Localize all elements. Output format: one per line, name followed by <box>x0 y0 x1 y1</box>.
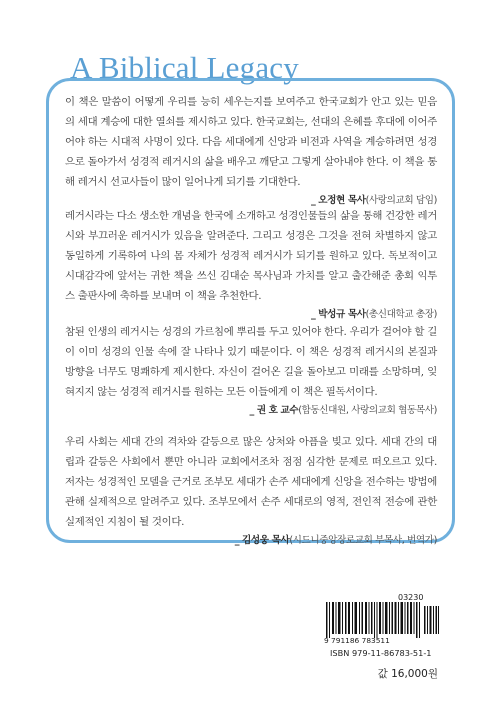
endorsement-text: 이 책은 말씀이 어떻게 우리를 능히 세우는지를 보여주고 한국교회가 안고 있는 믿음의 세대 계승에 대한 열쇠를 제시하고 있다. 한국교회는, 선대의 은혜를 후대에 이어주어야 하는 시대적 사명이 있다. 다음 세대에게 신앙과 비전과 사역을 계승하려면 성경으로 돌아가서 성경적 레거시의 삶을 배우고 깨닫고 그렇게 살아내야 한다. 이 책을 통해 레거시 선교사들이 많이 일어나게 되기를 기대한다. <box>65 96 437 188</box>
endorsement-text: 레거시라는 다소 생소한 개념을 한국에 소개하고 성경인물들의 삶을 통해 건강한 레거시와 부끄러운 레거시가 있음을 알려준다. 그리고 성경은 그것을 전혀 차별하지 않고 동일하게 기록하여 나의 몸 자체가 성경적 레거시가 되기를 원하고 있다. 독보적이고 시대감각에 앞서는 귀한 책을 쓰신 김대순 목사님과 가치를 알고 출간해준 총회 익투스 출판사에 축하를 보내며 이 책을 추천한다. <box>65 210 437 302</box>
endorsement-signature <box>65 401 437 421</box>
endorser-name: _ 권 호 교수 <box>249 405 299 416</box>
endorsement-4 <box>65 432 437 551</box>
endorser-name: _ 박성규 목사 <box>310 309 366 320</box>
endorser-affiliation: (총신대학교 총장) <box>365 309 437 320</box>
endorser-affiliation: (시드니중앙장로교회 부목사, 번역가) <box>289 535 437 546</box>
endorsement-1 <box>65 92 437 211</box>
price: 값 16,000원 <box>377 668 438 680</box>
endorser-affiliation: (합동신대원, 사랑의교회 협동목사) <box>298 405 437 416</box>
endorsement-text: 우리 사회는 세대 간의 격차와 갈등으로 많은 상처와 아픔을 빚고 있다. 세대 간의 대립과 갈등은 사회에서 뿐만 아니라 교회에서조차 점점 심각한 문제로 떠오르고 있다. 저자는 성경적인 모델을 근거로 조부모 세대가 손주 세대에게 신앙을 전수하는 방법에 관해 실제적으로 알려주고 있다. 조부모에서 손주 세대로의 영적, 전인적 전승에 관한 실제적인 지침이 될 것이다. <box>65 436 437 528</box>
endorsement-2 <box>65 206 437 325</box>
endorser-name: _ 오정현 목사 <box>310 195 366 206</box>
isbn: ISBN 979-11-86783-51-1 <box>330 648 432 658</box>
endorsement-text: 참된 인생의 레거시는 성경의 가르침에 뿌리를 두고 있어야 한다. 우리가 걸어야 할 길이 이미 성경의 인물 속에 잘 나타나 있기 때문이다. 이 책은 성경적 레거시의 본질과 방향을 너무도 명쾌하게 제시한다. 자신이 걸어온 길을 돌아보고 미래를 소망하며, 잊혀지지 않는 성경적 레거시를 원하는 모든 이들에게 이 책은 필독서이다. <box>65 326 437 398</box>
barcode-bars-icon <box>324 602 440 638</box>
endorsement-signature <box>65 531 437 551</box>
barcode-addon: 03230 <box>398 593 424 602</box>
endorsement-3 <box>65 322 437 421</box>
endorser-name: _ 김성웅 목사 <box>234 535 290 546</box>
barcode-digits: 9 791186 783511 <box>324 636 390 645</box>
book-title: A Biblical Legacy <box>70 50 299 85</box>
endorser-affiliation: (사랑의교회 담임) <box>365 195 437 206</box>
